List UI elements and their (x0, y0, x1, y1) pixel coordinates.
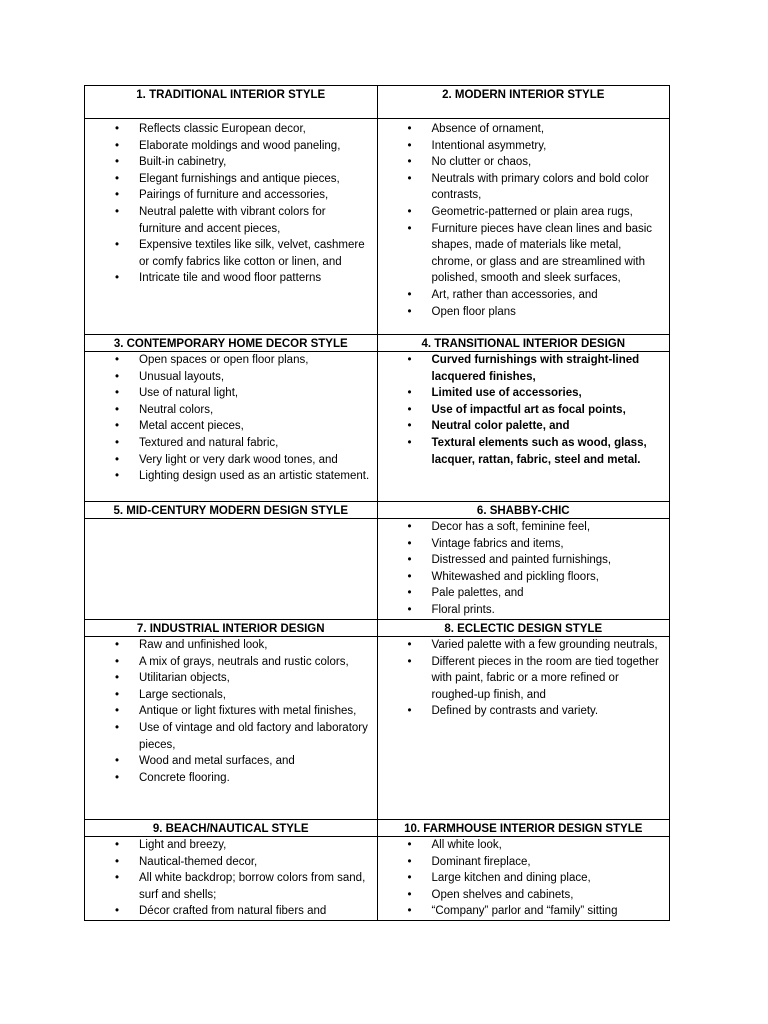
style-heading-industrial: 7. INDUSTRIAL INTERIOR DESIGN (85, 620, 378, 637)
list-item: • Textural elements such as wood, glass, lacquer, rattan, fabric, steel and metal. (407, 436, 647, 466)
list-item: • All white look, (432, 837, 664, 854)
style-cell-beach-nautical (85, 837, 378, 921)
bullet-icon: • (115, 872, 120, 885)
bullet-list (378, 352, 670, 468)
style-heading-mid-century: 5. MID-CENTURY MODERN DESIGN STYLE (85, 502, 378, 519)
list-item: • Unusual layouts, (139, 369, 371, 386)
bullet-icon: • (407, 403, 412, 416)
bullet-icon: • (115, 839, 120, 851)
bullet-icon: • (115, 771, 120, 784)
style-heading-farmhouse: 10. FARMHOUSE INTERIOR DESIGN STYLE (377, 820, 670, 837)
style-cell-industrial (85, 637, 378, 820)
style-heading-contemporary: 3. CONTEMPORARY HOME DECOR STYLE (85, 335, 378, 352)
bullet-icon: • (115, 705, 120, 718)
style-cell-transitional (377, 352, 670, 502)
bullet-icon: • (407, 305, 412, 318)
table-row (85, 352, 670, 502)
bullet-icon: • (115, 855, 120, 868)
list-item: • Pairings of furniture and accessories, (139, 187, 371, 204)
list-item: • Elaborate moldings and wood paneling, (139, 138, 371, 155)
bullet-icon: • (115, 721, 120, 734)
list-item: • Open shelves and cabinets, (432, 887, 664, 904)
bullet-icon: • (407, 205, 412, 218)
bullet-icon: • (407, 587, 412, 600)
list-item: • Built-in cabinetry, (139, 154, 371, 171)
list-item: • Geometric-patterned or plain area rugs, (432, 204, 664, 221)
list-item: • Pale palettes, and (432, 585, 664, 602)
bullet-icon: • (115, 436, 120, 449)
list-item: • Very light or very dark wood tones, and (139, 452, 371, 469)
list-item: • Raw and unfinished look, (139, 637, 371, 654)
style-cell-eclectic (377, 637, 670, 820)
list-item: • Varied palette with a few grounding neutrals, (432, 637, 664, 654)
list-item: • Large kitchen and dining place, (432, 870, 664, 887)
list-item: • Use of vintage and old factory and laboratory pieces, (115, 721, 368, 751)
bullet-icon: • (407, 387, 412, 400)
list-item: • Furniture pieces have clean lines and basic shapes, made of materials like metal, chrome, or glass and are streamlined with polished, smooth and sleek surfaces, (407, 222, 653, 285)
bullet-icon: • (115, 172, 120, 185)
list-item: • Nautical-themed decor, (139, 854, 371, 871)
bullet-icon: • (407, 603, 412, 616)
style-heading-traditional: 1. TRADITIONAL INTERIOR STYLE (85, 86, 378, 119)
list-item: • Concrete flooring. (139, 770, 371, 787)
list-item: • Antique or light fixtures with metal finishes, (139, 703, 371, 720)
table-row (85, 119, 670, 335)
bullet-icon: • (115, 189, 120, 202)
bullet-list (85, 119, 377, 287)
list-item: • Décor crafted from natural fibers and (139, 903, 371, 920)
bullet-icon: • (115, 354, 120, 366)
list-item: • Elegant furnishings and antique pieces, (139, 171, 371, 188)
style-heading-modern: 2. MODERN INTERIOR STYLE (377, 86, 670, 119)
bullet-icon: • (407, 436, 412, 449)
list-item: • Wood and metal surfaces, and (139, 753, 371, 770)
bullet-icon: • (115, 123, 120, 135)
list-item: • Open spaces or open floor plans, (139, 352, 371, 369)
list-item: • Utilitarian objects, (139, 670, 371, 687)
list-item: • Intentional asymmetry, (432, 138, 664, 155)
bullet-icon: • (407, 839, 412, 851)
bullet-icon: • (115, 420, 120, 433)
bullet-icon: • (115, 688, 120, 701)
list-item: • Whitewashed and pickling floors, (432, 569, 664, 586)
list-item: • Expensive textiles like silk, velvet, cashmere or comfy fabrics like cotton or linen, and (115, 239, 365, 268)
bullet-icon: • (407, 655, 412, 668)
bullet-icon: • (407, 554, 412, 567)
style-heading-shabby-chic: 6. SHABBY-CHIC (377, 502, 670, 519)
bullet-icon: • (115, 655, 120, 668)
bullet-icon: • (115, 639, 120, 651)
table-row (85, 86, 670, 119)
bullet-icon: • (407, 872, 412, 885)
bullet-icon: • (407, 537, 412, 550)
list-item: • Open floor plans (432, 304, 664, 321)
list-item: • Different pieces in the room are tied together with paint, fabric or a more refined or roughed-up finish, and (407, 655, 659, 701)
bullet-list (85, 637, 377, 786)
bullet-icon: • (115, 272, 120, 285)
style-heading-transitional: 4. TRANSITIONAL INTERIOR DESIGN (377, 335, 670, 352)
list-item: • Intricate tile and wood floor patterns (139, 270, 371, 287)
bullet-icon: • (407, 905, 412, 918)
list-item: • Neutral palette with vibrant colors for furniture and accent pieces, (115, 205, 326, 235)
list-item: • Absence of ornament, (432, 121, 664, 138)
bullet-list (378, 119, 670, 320)
style-heading-beach-nautical: 9. BEACH/NAUTICAL STYLE (85, 820, 378, 837)
list-item: • Use of impactful art as focal points, (432, 402, 664, 419)
list-item: • Dominant fireplace, (432, 854, 664, 871)
style-cell-mid-century (85, 519, 378, 620)
list-item: • “Company” parlor and “family” sitting (432, 903, 664, 920)
list-item: • Lighting design used as an artistic statement. (139, 468, 371, 485)
table-row (85, 519, 670, 620)
bullet-icon: • (115, 370, 120, 383)
bullet-icon: • (115, 755, 120, 768)
bullet-list (85, 352, 377, 485)
bullet-list (378, 519, 670, 619)
list-item: • Limited use of accessories, (432, 385, 664, 402)
list-item: • Reflects classic European decor, (139, 121, 371, 138)
list-item: • Defined by contrasts and variety. (432, 703, 664, 720)
style-cell-modern (377, 119, 670, 335)
table-row (85, 335, 670, 352)
list-item: • A mix of grays, neutrals and rustic colors, (139, 654, 371, 671)
bullet-icon: • (115, 139, 120, 152)
list-item: • Decor has a soft, feminine feel, (432, 519, 664, 536)
bullet-icon: • (407, 222, 412, 235)
bullet-icon: • (407, 354, 412, 366)
bullet-icon: • (115, 453, 120, 466)
list-item: • All white backdrop; borrow colors from sand, surf and shells; (115, 872, 366, 901)
bullet-icon: • (115, 156, 120, 169)
bullet-icon: • (407, 172, 412, 185)
bullet-icon: • (407, 123, 412, 135)
style-cell-traditional (85, 119, 378, 335)
style-cell-farmhouse (377, 837, 670, 921)
list-item: • Large sectionals, (139, 687, 371, 704)
list-item: • Neutral color palette, and (432, 418, 664, 435)
list-item: • Neutral colors, (139, 402, 371, 419)
table-row (85, 820, 670, 837)
bullet-icon: • (407, 705, 412, 718)
bullet-icon: • (115, 239, 120, 252)
list-item: • Metal accent pieces, (139, 418, 371, 435)
interior-styles-table (84, 85, 670, 921)
bullet-list (378, 637, 670, 720)
bullet-icon: • (407, 288, 412, 301)
style-heading-eclectic: 8. ECLECTIC DESIGN STYLE (377, 620, 670, 637)
table-row (85, 837, 670, 921)
list-item: • No clutter or chaos, (432, 154, 664, 171)
list-item: • Neutrals with primary colors and bold color contrasts, (407, 172, 649, 202)
bullet-list (378, 837, 670, 920)
style-cell-shabby-chic (377, 519, 670, 620)
list-item: • Floral prints. (432, 602, 664, 619)
bullet-list (85, 837, 377, 920)
bullet-icon: • (407, 420, 412, 433)
bullet-icon: • (407, 570, 412, 583)
list-item: • Curved furnishings with straight-lined lacquered finishes, (407, 354, 640, 383)
bullet-icon: • (115, 403, 120, 416)
bullet-icon: • (407, 521, 412, 533)
bullet-icon: • (407, 139, 412, 152)
list-item: • Distressed and painted furnishings, (432, 552, 664, 569)
table-row (85, 502, 670, 519)
bullet-icon: • (115, 205, 120, 218)
bullet-icon: • (407, 639, 412, 651)
list-item: • Art, rather than accessories, and (432, 287, 664, 304)
bullet-icon: • (115, 387, 120, 400)
list-item: • Vintage fabrics and items, (432, 536, 664, 553)
bullet-icon: • (407, 855, 412, 868)
table-row (85, 620, 670, 637)
bullet-icon: • (407, 156, 412, 169)
list-item: • Light and breezy, (139, 837, 371, 854)
bullet-icon: • (407, 888, 412, 901)
style-cell-contemporary (85, 352, 378, 502)
list-item: • Use of natural light, (139, 385, 371, 402)
table-row (85, 637, 670, 820)
bullet-icon: • (115, 905, 120, 918)
list-item: • Textured and natural fabric, (139, 435, 371, 452)
bullet-icon: • (115, 470, 120, 483)
bullet-icon: • (115, 672, 120, 685)
